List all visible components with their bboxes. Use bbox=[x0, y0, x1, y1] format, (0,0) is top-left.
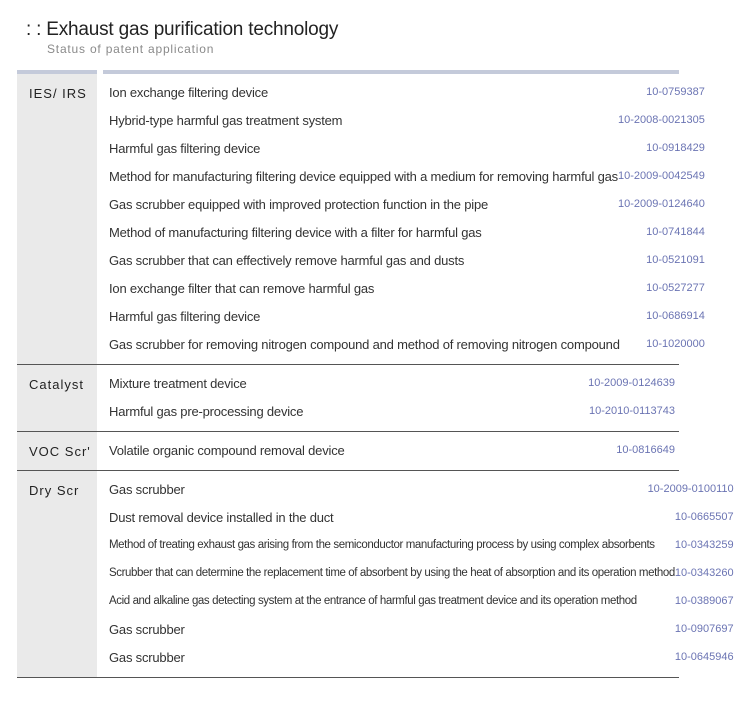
patent-title: Gas scrubber equipped with improved protection function in the pipe bbox=[109, 196, 488, 212]
patent-group bbox=[17, 471, 734, 678]
patent-number: 10-0389067 bbox=[674, 595, 734, 607]
patent-row bbox=[103, 503, 738, 531]
category-label: Catalyst bbox=[17, 365, 97, 431]
patent-number: 10-0343259 bbox=[674, 539, 734, 551]
patent-row bbox=[103, 218, 709, 246]
patent-title: Gas scrubber bbox=[109, 649, 185, 665]
patent-row bbox=[103, 615, 738, 643]
patent-number: 10-0759387 bbox=[646, 86, 705, 98]
patent-group bbox=[17, 74, 705, 365]
patent-number: 10-0527277 bbox=[646, 282, 705, 294]
patent-title: Ion exchange filter that can remove harmful gas bbox=[109, 280, 375, 296]
patent-row bbox=[103, 643, 738, 671]
category-label: VOC Scr' bbox=[17, 432, 97, 470]
patent-title: Volatile organic compound removal device bbox=[109, 442, 345, 458]
patent-title: Method for manufacturing filtering device equipped with a medium for removing harmful gas bbox=[109, 168, 618, 184]
patent-number: 10-0686914 bbox=[646, 310, 705, 322]
patent-row bbox=[103, 330, 709, 358]
patent-row bbox=[103, 436, 679, 464]
patent-row bbox=[103, 587, 738, 615]
patent-number: 10-1020000 bbox=[646, 338, 705, 350]
patent-number: 10-2010-0113743 bbox=[588, 405, 675, 417]
patent-row bbox=[103, 162, 709, 190]
patent-row bbox=[103, 190, 709, 218]
patent-title: Dust removal device installed in the duct bbox=[109, 509, 334, 525]
patent-title: Gas scrubber that can effectively remove harmful gas and dusts bbox=[109, 252, 465, 268]
patent-row bbox=[103, 531, 738, 559]
patent-title: Hybrid-type harmful gas treatment system bbox=[109, 112, 343, 128]
patent-title: Method of treating exhaust gas arising from the semiconductor manufacturing process by using complex absorbents bbox=[109, 539, 655, 551]
category-label: IES/ IRS bbox=[17, 74, 97, 364]
patent-number: 10-0741844 bbox=[646, 226, 705, 238]
patent-group bbox=[17, 365, 679, 432]
patent-number: 10-2009-0124640 bbox=[617, 198, 705, 210]
patent-number: 10-0645946 bbox=[674, 651, 734, 663]
page-subtitle: Status of patent application bbox=[47, 42, 215, 56]
patent-number: 10-2008-0021305 bbox=[617, 114, 705, 126]
patent-title: Gas scrubber bbox=[109, 621, 185, 637]
patent-number: 10-0343260 bbox=[674, 567, 734, 579]
patent-number: 10-2009-0124639 bbox=[588, 377, 675, 389]
patent-row bbox=[103, 134, 709, 162]
patent-title: Harmful gas filtering device bbox=[109, 140, 261, 156]
patent-number: 10-2009-0100110 bbox=[647, 483, 734, 495]
patent-group bbox=[17, 432, 679, 471]
category-label: Dry Scr bbox=[17, 471, 97, 677]
patent-list bbox=[103, 471, 738, 677]
patent-row bbox=[103, 274, 709, 302]
patent-list bbox=[103, 432, 679, 470]
patent-number: 10-0816649 bbox=[616, 444, 675, 456]
patent-title: Scrubber that can determine the replacement time of absorbent by using the heat of absorption and its operation method bbox=[109, 567, 675, 579]
patent-title: Gas scrubber for removing nitrogen compound and method of removing nitrogen compound bbox=[109, 336, 620, 352]
page-title bbox=[26, 18, 338, 42]
patent-number: 10-0521091 bbox=[646, 254, 705, 266]
title-marker: : : bbox=[26, 19, 42, 40]
patent-list bbox=[103, 365, 679, 431]
patent-number: 10-0665507 bbox=[674, 511, 734, 523]
patent-row bbox=[103, 475, 738, 503]
patent-row bbox=[103, 369, 679, 397]
patent-table bbox=[17, 70, 734, 678]
patent-title: Ion exchange filtering device bbox=[109, 84, 268, 100]
patent-row bbox=[103, 78, 709, 106]
patent-number: 10-2009-0042549 bbox=[617, 170, 705, 182]
patent-title: Harmful gas filtering device bbox=[109, 308, 261, 324]
page-header bbox=[26, 18, 338, 56]
patent-number: 10-0918429 bbox=[646, 142, 705, 154]
patent-list bbox=[103, 74, 709, 364]
patent-row bbox=[103, 302, 709, 330]
patent-title: Gas scrubber bbox=[109, 481, 185, 497]
patent-number: 10-0907697 bbox=[674, 623, 734, 635]
patent-row bbox=[103, 246, 709, 274]
patent-title: Harmful gas pre-processing device bbox=[109, 403, 304, 419]
patent-row bbox=[103, 106, 709, 134]
patent-title: Acid and alkaline gas detecting system at the entrance of harmful gas treatment device and its operation method bbox=[109, 595, 637, 607]
title-text: Exhaust gas purification technology bbox=[46, 19, 339, 40]
patent-title: Method of manufacturing filtering device with a filter for harmful gas bbox=[109, 224, 482, 240]
patent-row bbox=[103, 559, 738, 587]
patent-row bbox=[103, 397, 679, 425]
patent-groups bbox=[17, 74, 734, 678]
patent-title: Mixture treatment device bbox=[109, 375, 247, 391]
